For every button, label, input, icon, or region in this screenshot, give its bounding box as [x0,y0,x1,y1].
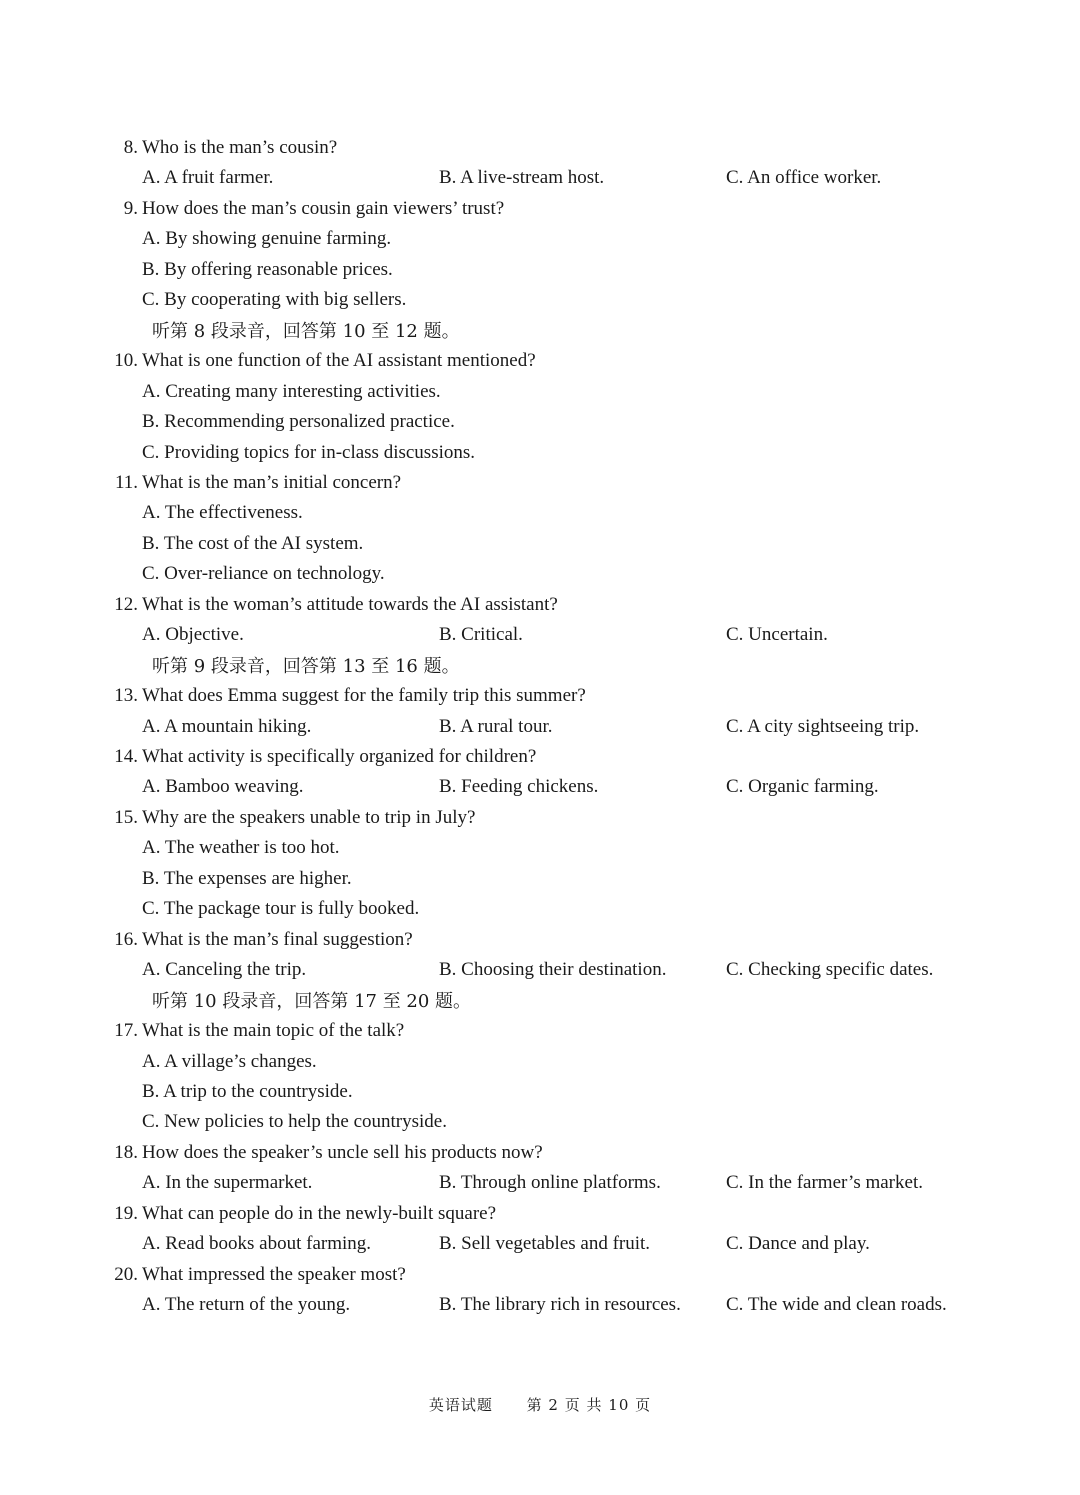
question-number: 10. [114,350,138,371]
question-text: What is the man’s initial concern? [142,472,402,493]
answer-option-a: A. Objective. [142,624,244,645]
footer-subject: 英语试题 [428,1396,493,1414]
answer-option-b: B. Feeding chickens. [439,776,599,797]
section-instruction: 听第 9 段录音，回答第 13 至 16 题。 [152,656,460,677]
question-text: How does the speaker’s uncle sell his products now? [142,1142,543,1163]
answer-option-a: A. Canceling the trip. [142,959,307,980]
question [0,928,413,952]
question-number: 11. [114,472,138,493]
answer-option-c: C. An office worker. [726,167,882,188]
answer-option: B. A trip to the countryside. [142,1081,353,1102]
answer-option-a: A. A fruit farmer. [142,167,274,188]
answer-option-b: B. The library rich in resources. [439,1294,681,1315]
question-number: 16. [114,929,138,950]
question [0,1141,543,1165]
answer-option-c: C. Uncertain. [726,624,828,645]
question [0,471,402,495]
answer-option-b: B. Choosing their destination. [439,959,667,980]
answer-option-a: A. In the supermarket. [142,1172,313,1193]
question-text: What activity is specifically organized for children? [142,746,537,767]
answer-option-b: B. A rural tour. [439,716,553,737]
answer-option-b: B. Sell vegetables and fruit. [439,1233,651,1254]
answer-option: A. Creating many interesting activities. [142,381,441,402]
question-number: 18. [114,1142,138,1163]
answer-option-b: B. Critical. [439,624,523,645]
answer-option-c: C. Organic farming. [726,776,879,797]
answer-option: A. By showing genuine farming. [142,228,392,249]
question-text: What is the main topic of the talk? [142,1020,405,1041]
footer-page-info: 第 2 页 共 10 页 [526,1396,652,1414]
answer-option: C. Providing topics for in-class discussions. [142,442,476,463]
answer-option-c: C. A city sightseeing trip. [726,716,920,737]
question-text: What is one function of the AI assistant mentioned? [142,350,536,371]
question [0,197,505,221]
answer-option: B. The expenses are higher. [142,868,352,889]
answer-option: A. A village’s changes. [142,1051,317,1072]
page-footer [0,1394,1080,1415]
question-text: Who is the man’s cousin? [142,137,338,158]
answer-option-c: C. The wide and clean roads. [726,1294,947,1315]
answer-option: C. Over-reliance on technology. [142,563,385,584]
answer-option: B. The cost of the AI system. [142,533,364,554]
question [0,593,558,617]
question-number: 17. [114,1020,138,1041]
question-text: What impressed the speaker most? [142,1264,406,1285]
section-instruction: 听第 10 段录音，回答第 17 至 20 题。 [152,991,472,1012]
question [0,684,586,708]
question [0,1019,405,1043]
question-text: Why are the speakers unable to trip in July? [142,807,476,828]
answer-option: A. The effectiveness. [142,502,303,523]
answer-option: C. The package tour is fully booked. [142,898,420,919]
answer-option-b: B. Through online platforms. [439,1172,661,1193]
answer-option-c: C. Dance and play. [726,1233,870,1254]
section-instruction: 听第 8 段录音，回答第 10 至 12 题。 [152,321,460,342]
answer-option-c: C. In the farmer’s market. [726,1172,923,1193]
answer-option-a: A. The return of the young. [142,1294,351,1315]
question [0,136,338,160]
question-number: 9. [123,198,138,219]
answer-option-c: C. Checking specific dates. [726,959,934,980]
question [0,1202,497,1226]
answer-option: C. New policies to help the countryside. [142,1111,447,1132]
answer-option: C. By cooperating with big sellers. [142,289,407,310]
question [0,349,536,373]
question [0,745,537,769]
question-text: What is the man’s final suggestion? [142,929,413,950]
question-number: 12. [114,594,138,615]
answer-option-a: A. Bamboo weaving. [142,776,304,797]
question-text: What does Emma suggest for the family trip this summer? [142,685,586,706]
answer-option: A. The weather is too hot. [142,837,340,858]
question-number: 14. [114,746,138,767]
question-text: What can people do in the newly-built square? [142,1203,497,1224]
question-number: 13. [114,685,138,706]
question-text: How does the man’s cousin gain viewers’ trust? [142,198,505,219]
question-text: What is the woman’s attitude towards the AI assistant? [142,594,558,615]
answer-option: B. Recommending personalized practice. [142,411,455,432]
question-number: 15. [114,807,138,828]
answer-option-b: B. A live-stream host. [439,167,605,188]
question [0,806,476,830]
answer-option-a: A. A mountain hiking. [142,716,312,737]
question-number: 8. [123,137,138,158]
question [0,1263,406,1287]
answer-option: B. By offering reasonable prices. [142,259,393,280]
question-number: 19. [114,1203,138,1224]
answer-option-a: A. Read books about farming. [142,1233,372,1254]
question-number: 20. [114,1264,138,1285]
